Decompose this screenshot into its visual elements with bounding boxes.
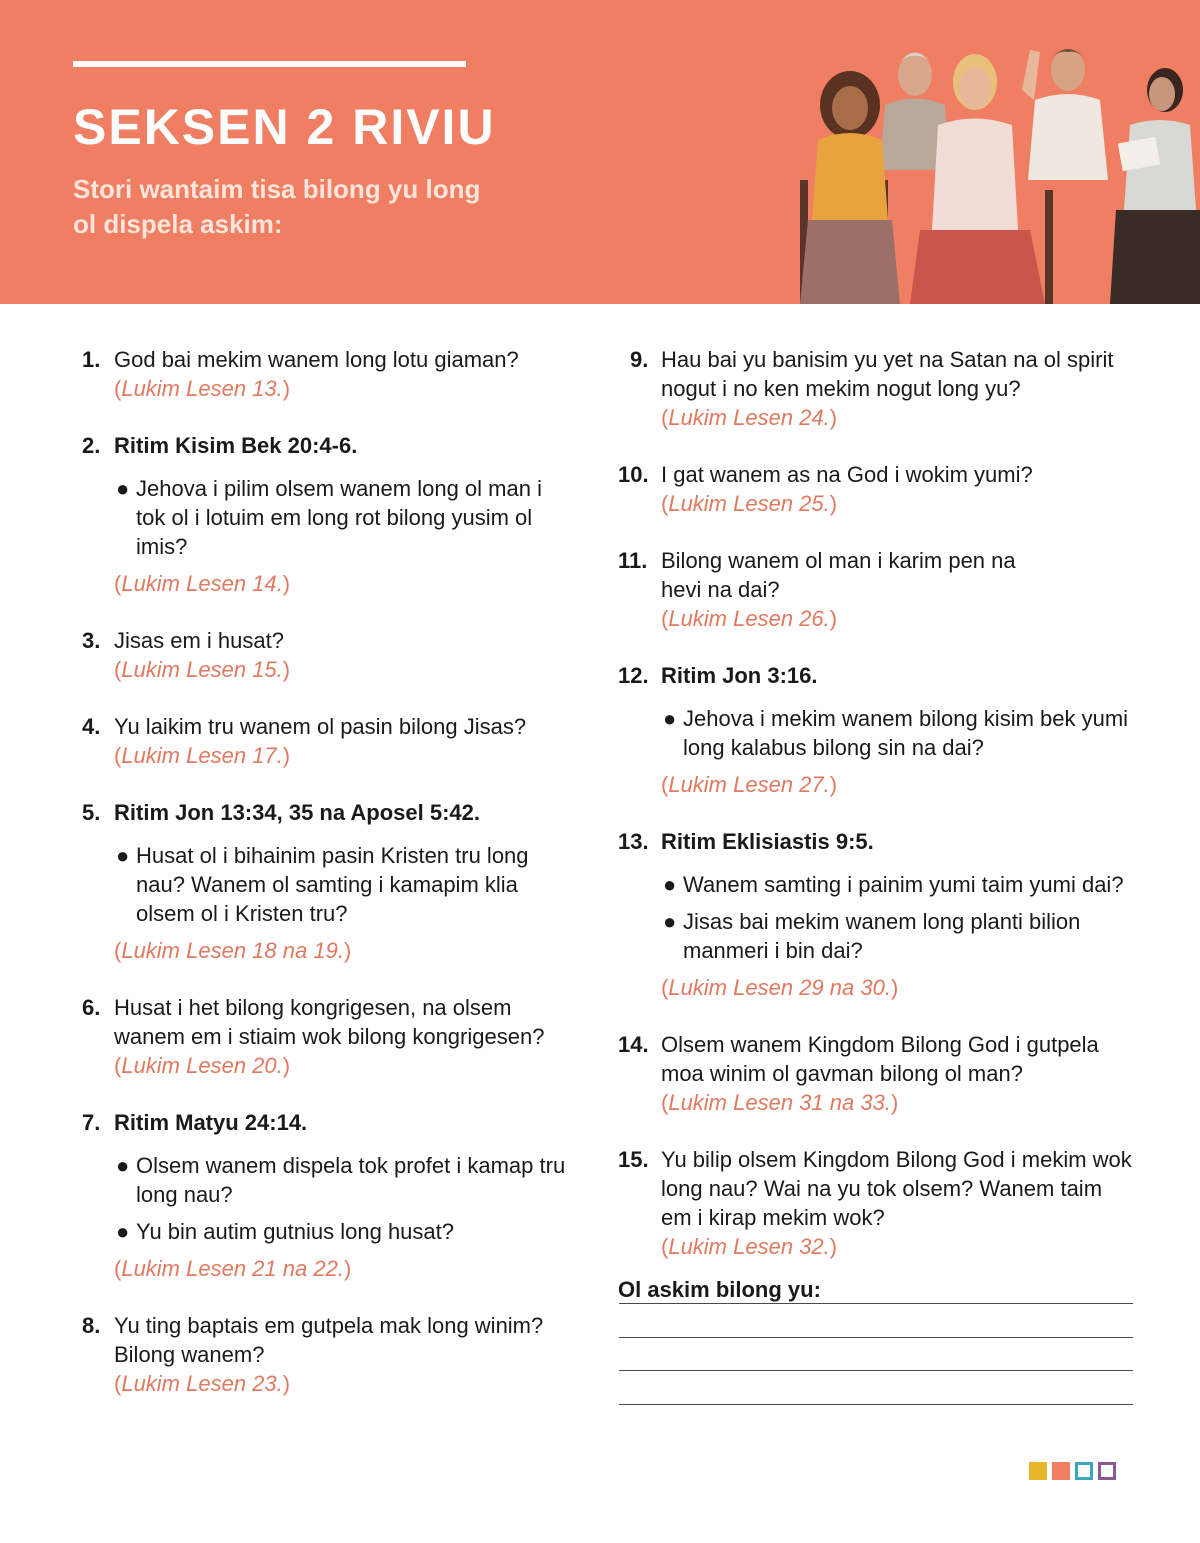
bullet-item: ● Jehova i pilim olsem wanem long ol man i tok ol i lotuim em long rot bilong yusim ol imis?: [116, 476, 542, 559]
lesson-reference: (Lukim Lesen 31 na 33.): [661, 1090, 899, 1115]
lesson-reference: (Lukim Lesen 25.): [661, 491, 838, 516]
question-item: [82, 345, 572, 403]
question-number: 9.: [630, 347, 649, 372]
woman-center-raising-hand: [910, 50, 1045, 304]
question-number: 3.: [82, 628, 101, 653]
question-text: Yu ting baptais em gutpela mak long winim? Bilong wanem?: [114, 1313, 544, 1367]
lesson-reference: (Lukim Lesen 21 na 22.): [114, 1256, 352, 1281]
bullet-list: [661, 704, 1138, 762]
question-number: 5.: [82, 800, 101, 825]
bullet-item: ● Wanem samting i painim yumi taim yumi dai?: [663, 872, 1124, 897]
question-item: [618, 546, 1138, 633]
question-number: 13.: [618, 829, 649, 854]
lesson-reference: (Lukim Lesen 20.): [114, 1053, 291, 1078]
bullet-item: ● Olsem wanem dispela tok profet i kamap tru long nau?: [116, 1153, 566, 1207]
writing-line[interactable]: [619, 1337, 1133, 1338]
question-number: 2.: [82, 433, 101, 458]
question-item: [618, 827, 1138, 1002]
bullet-list: [114, 1151, 572, 1246]
question-item: [618, 1145, 1138, 1261]
question-text: Yu bilip olsem Kingdom Bilong God i mekim wok long nau? Wai na yu tok olsem? Wanem taim em i kirap mekim wok?: [661, 1147, 1132, 1230]
question-item: [82, 1311, 572, 1398]
section-square-empty: [1098, 1462, 1116, 1480]
bullet-item: ● Jisas bai mekim wanem long planti bilion manmeri i bin dai?: [663, 909, 1081, 963]
question-text: Jisas em i husat?: [114, 628, 284, 653]
lesson-reference: (Lukim Lesen 14.): [114, 571, 291, 596]
section-square-empty: [1075, 1462, 1093, 1480]
writing-line[interactable]: [619, 1404, 1133, 1405]
question-number: 15.: [618, 1147, 649, 1172]
question-item: [618, 1030, 1138, 1117]
section-square-filled: [1052, 1462, 1070, 1480]
question-number: 12.: [618, 663, 649, 688]
bullet-list: [661, 870, 1138, 965]
section-indicator: [1029, 1462, 1116, 1480]
lesson-reference: (Lukim Lesen 32.): [661, 1234, 838, 1259]
question-item: [82, 626, 572, 684]
question-item: [82, 993, 572, 1080]
lesson-reference: (Lukim Lesen 23.): [114, 1371, 291, 1396]
question-item: [82, 798, 572, 965]
question-number: 11.: [618, 548, 648, 573]
lesson-reference: (Lukim Lesen 15.): [114, 657, 291, 682]
question-text: Ritim Eklisiastis 9:5.: [661, 829, 874, 854]
question-text: Husat i het bilong kongrigesen, na olsem wanem em i stiaim wok bilong kongrigesen?: [114, 995, 545, 1049]
people-seated-illustration: [760, 30, 1200, 304]
lesson-reference: (Lukim Lesen 13.): [114, 376, 291, 401]
bullet-list: [114, 474, 572, 561]
question-text: Bilong wanem ol man i karim pen na hevi na dai?: [661, 548, 1016, 602]
page-subtitle: Stori wantaim tisa bilong yu long ol dispela askim:: [73, 174, 481, 239]
questions-column-left: [82, 345, 572, 1426]
question-item: [82, 712, 572, 770]
question-item: [618, 661, 1138, 799]
lesson-reference: (Lukim Lesen 17.): [114, 743, 291, 768]
question-text: Ritim Jon 13:34, 35 na Aposel 5:42.: [114, 800, 480, 825]
section-square-filled: [1029, 1462, 1047, 1480]
page-title: SEKSEN 2 RIVIU: [73, 99, 496, 155]
question-text: God bai mekim wanem long lotu giaman?: [114, 347, 519, 372]
question-number: 7.: [82, 1110, 101, 1135]
lesson-reference: (Lukim Lesen 26.): [661, 606, 838, 631]
question-text: Olsem wanem Kingdom Bilong God i gutpela moa winim ol gavman bilong ol man?: [661, 1032, 1099, 1086]
bullet-list: [114, 841, 572, 928]
bullet-item: ● Yu bin autim gutnius long husat?: [116, 1219, 455, 1244]
question-text: Hau bai yu banisim yu yet na Satan na ol spirit nogut i no ken mekim nogut long yu?: [661, 347, 1114, 401]
question-number: 10.: [618, 462, 649, 487]
question-text: Ritim Kisim Bek 20:4-6.: [114, 433, 358, 458]
question-number: 6.: [82, 995, 101, 1020]
lesson-reference: (Lukim Lesen 27.): [661, 772, 838, 797]
lesson-reference: (Lukim Lesen 29 na 30.): [661, 975, 899, 1000]
question-number: 4.: [82, 714, 101, 739]
question-text: I gat wanem as na God i wokim yumi?: [661, 462, 1033, 487]
woman-right-reading: [1110, 68, 1200, 304]
question-text: Yu laikim tru wanem ol pasin bilong Jisas?: [114, 714, 527, 739]
your-questions-label: Ol askim bilong yu:: [618, 1277, 821, 1302]
question-number: 8.: [82, 1313, 101, 1338]
bullet-item: ● Husat ol i bihainim pasin Kristen tru long nau? Wanem ol samting i kamapim klia olsem ol i Kristen tru?: [116, 843, 529, 926]
question-number: 1.: [82, 347, 101, 372]
writing-line[interactable]: [619, 1370, 1133, 1371]
man-back-right: [1028, 49, 1108, 180]
question-text: Ritim Jon 3:16.: [661, 663, 818, 688]
writing-line[interactable]: [619, 1303, 1133, 1304]
question-number: 14.: [618, 1032, 649, 1057]
lesson-reference: (Lukim Lesen 18 na 19.): [114, 938, 352, 963]
question-item: [82, 431, 572, 598]
banner-rule: [73, 61, 466, 67]
question-text: Ritim Matyu 24:14.: [114, 1110, 308, 1135]
bullet-item: ● Jehova i mekim wanem bilong kisim bek yumi long kalabus bilong sin na dai?: [663, 706, 1129, 760]
questions-column-right: [618, 345, 1138, 1303]
question-item: [82, 1108, 572, 1283]
header-banner: [0, 0, 1200, 304]
question-item: [618, 460, 1138, 518]
lesson-reference: (Lukim Lesen 24.): [661, 405, 838, 430]
question-item: [618, 345, 1138, 432]
